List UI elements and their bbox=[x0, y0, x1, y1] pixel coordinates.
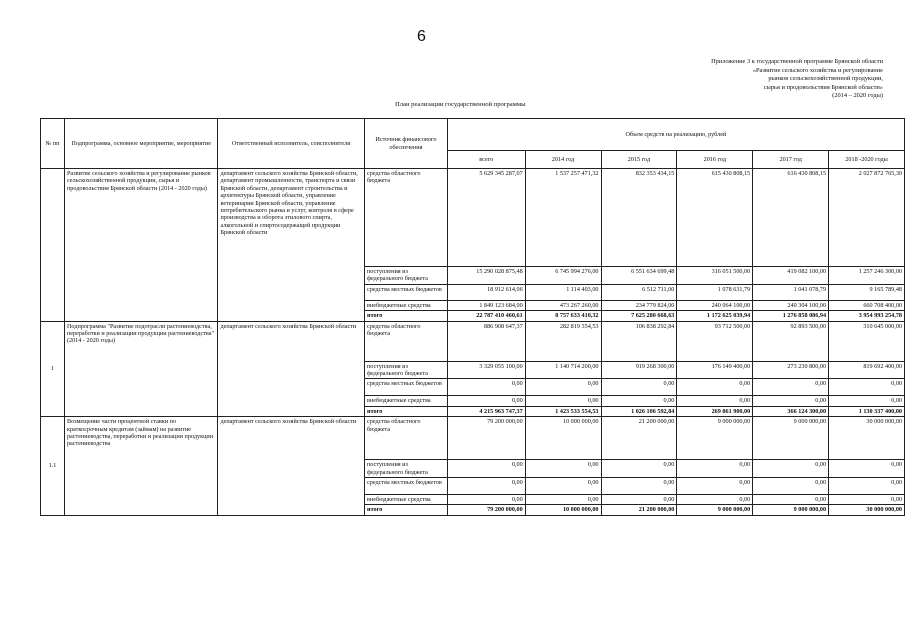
amount-cell: 0,00 bbox=[677, 478, 753, 495]
amount-cell: 3 954 993 254,78 bbox=[829, 311, 905, 321]
amount-cell: 0,00 bbox=[601, 478, 677, 495]
amount-cell: 15 290 028 875,48 bbox=[447, 267, 525, 285]
table-row bbox=[41, 169, 905, 267]
subprogram-name: Возмещение части процентной ставки по краткосрочным кредитам (займам) на развитие растениеводства, переработки и реализации продукции растениеводства bbox=[64, 417, 218, 516]
amount-cell: 92 893 500,00 bbox=[753, 321, 829, 361]
subprogram-name: Развитие сельского хозяйства и регулирование рынков сельскохозяйственной продукции, сырья и продовольствия Брянской области (2014 - 2020 годы) bbox=[64, 169, 218, 322]
amount-cell: 660 708 400,00 bbox=[829, 300, 905, 310]
amount-cell: 93 712 500,00 bbox=[677, 321, 753, 361]
appendix-line: (2014 – 2020 годы) bbox=[832, 92, 883, 100]
amount-cell: 1 257 246 300,00 bbox=[829, 267, 905, 285]
amount-cell: 1 537 257 471,32 bbox=[525, 169, 601, 267]
amount-cell: 0,00 bbox=[753, 379, 829, 396]
amount-cell: 316 051 500,00 bbox=[677, 267, 753, 285]
amount-cell: 0,00 bbox=[447, 396, 525, 406]
amount-cell: 1 041 078,79 bbox=[753, 284, 829, 300]
amount-cell: 10 000 000,00 bbox=[525, 417, 601, 460]
header-year: 2015 год bbox=[601, 151, 677, 169]
amount-cell: 4 215 963 747,37 bbox=[447, 406, 525, 416]
amount-cell: 819 692 400,00 bbox=[829, 361, 905, 379]
amount-cell: 832 353 434,15 bbox=[601, 169, 677, 267]
funding-source: средства местных бюджетов bbox=[365, 284, 448, 300]
table-row bbox=[41, 321, 905, 361]
amount-cell: 8 757 633 410,32 bbox=[525, 311, 601, 321]
row-number bbox=[41, 169, 65, 322]
amount-cell: 0,00 bbox=[447, 495, 525, 505]
funding-source: внебюджетные средства bbox=[365, 495, 448, 505]
amount-cell: 0,00 bbox=[829, 495, 905, 505]
amount-cell: 0,00 bbox=[753, 396, 829, 406]
amount-cell: 616 430 808,15 bbox=[753, 169, 829, 267]
amount-cell: 0,00 bbox=[601, 495, 677, 505]
amount-cell: 269 861 900,00 bbox=[677, 406, 753, 416]
amount-cell: 9 000 000,00 bbox=[677, 505, 753, 515]
responsible-executor: департамент сельского хозяйства Брянской области bbox=[218, 417, 365, 516]
amount-cell: 0,00 bbox=[677, 495, 753, 505]
amount-cell: 21 200 000,00 bbox=[601, 505, 677, 515]
header-year: 2018 -2020 годы bbox=[829, 151, 905, 169]
amount-cell: 7 625 280 668,63 bbox=[601, 311, 677, 321]
amount-cell: 473 267 260,00 bbox=[525, 300, 601, 310]
amount-cell: 0,00 bbox=[829, 460, 905, 478]
funding-source: средства областного бюджета bbox=[365, 417, 448, 460]
amount-cell: 6 512 711,00 bbox=[601, 284, 677, 300]
responsible-executor: департамент сельского хозяйства Брянской области, департамент промышленности, транспорта и связи Брянской области, департамент строительства и архитектуры Брянской области, управление ветеринарии Брянской области, управление потребительского рынка и услуг, контроля в сфере производства и оборота этилового спирта, алкогольной и спиртосодержащей продукции Брянской области bbox=[218, 169, 365, 322]
amount-cell: 0,00 bbox=[753, 478, 829, 495]
amount-cell: 0,00 bbox=[829, 396, 905, 406]
amount-cell: 234 779 824,00 bbox=[601, 300, 677, 310]
amount-cell: 1 172 625 039,94 bbox=[677, 311, 753, 321]
funding-source: итого bbox=[365, 311, 448, 321]
amount-cell: 1 849 123 684,00 bbox=[447, 300, 525, 310]
amount-cell: 3 329 055 100,00 bbox=[447, 361, 525, 379]
funding-source: внебюджетные средства bbox=[365, 300, 448, 310]
amount-cell: 0,00 bbox=[447, 460, 525, 478]
header-year: 2017 год bbox=[753, 151, 829, 169]
amount-cell: 9 165 789,48 bbox=[829, 284, 905, 300]
amount-cell: 0,00 bbox=[601, 460, 677, 478]
plan-title: План реализации государственной программы bbox=[395, 101, 526, 108]
appendix-line: «Развитие сельского хозяйства и регулирование bbox=[752, 66, 883, 74]
amount-cell: 5 629 345 287,07 bbox=[447, 169, 525, 267]
amount-cell: 0,00 bbox=[601, 396, 677, 406]
amount-cell: 0,00 bbox=[525, 396, 601, 406]
header-subprogram: Подпрограмма, основное мероприятие, мероприятие bbox=[64, 119, 218, 169]
plan-table-body bbox=[41, 169, 905, 516]
amount-cell: 0,00 bbox=[525, 478, 601, 495]
amount-cell: 176 149 400,00 bbox=[677, 361, 753, 379]
amount-cell: 106 838 292,84 bbox=[601, 321, 677, 361]
amount-cell: 1 026 106 592,84 bbox=[601, 406, 677, 416]
funding-source: поступления из федерального бюджета bbox=[365, 460, 448, 478]
funding-source: внебюджетные средства bbox=[365, 396, 448, 406]
amount-cell: 1 140 714 200,00 bbox=[525, 361, 601, 379]
amount-cell: 9 000 000,00 bbox=[753, 505, 829, 515]
row-number: 1 bbox=[41, 321, 65, 417]
amount-cell: 419 082 100,00 bbox=[753, 267, 829, 285]
appendix-note bbox=[643, 58, 883, 101]
funding-source: средства областного бюджета bbox=[365, 321, 448, 361]
header-year: 2016 год bbox=[677, 151, 753, 169]
amount-cell: 1 423 533 554,53 bbox=[525, 406, 601, 416]
amount-cell: 240 064 100,00 bbox=[677, 300, 753, 310]
funding-source: средства местных бюджетов bbox=[365, 478, 448, 495]
amount-cell: 30 000 000,00 bbox=[829, 417, 905, 460]
funding-source: поступления из федерального бюджета bbox=[365, 361, 448, 379]
amount-cell: 0,00 bbox=[525, 495, 601, 505]
amount-cell: 1 078 631,79 bbox=[677, 284, 753, 300]
amount-cell: 22 787 410 460,61 bbox=[447, 311, 525, 321]
amount-cell: 10 000 000,00 bbox=[525, 505, 601, 515]
amount-cell: 0,00 bbox=[829, 379, 905, 396]
amount-cell: 366 124 300,00 bbox=[753, 406, 829, 416]
amount-cell: 9 000 000,00 bbox=[753, 417, 829, 460]
amount-cell: 0,00 bbox=[447, 379, 525, 396]
amount-cell: 0,00 bbox=[677, 396, 753, 406]
amount-cell: 0,00 bbox=[525, 379, 601, 396]
amount-cell: 9 000 000,00 bbox=[677, 417, 753, 460]
amount-cell: 1 276 858 086,94 bbox=[753, 311, 829, 321]
amount-cell: 0,00 bbox=[829, 478, 905, 495]
header-responsible: Ответственный исполнитель, соисполнители bbox=[218, 119, 365, 169]
amount-cell: 0,00 bbox=[753, 460, 829, 478]
header-volume: Объем средств на реализацию, рублей bbox=[447, 119, 904, 151]
amount-cell: 240 304 100,00 bbox=[753, 300, 829, 310]
header-year: всего bbox=[447, 151, 525, 169]
appendix-line: рынков сельскохозяйственной продукции, bbox=[768, 75, 883, 83]
header-no: № пп bbox=[41, 119, 65, 169]
amount-cell: 79 200 000,00 bbox=[447, 505, 525, 515]
amount-cell: 273 230 800,00 bbox=[753, 361, 829, 379]
amount-cell: 21 200 000,00 bbox=[601, 417, 677, 460]
amount-cell: 2 027 872 765,30 bbox=[829, 169, 905, 267]
amount-cell: 0,00 bbox=[601, 379, 677, 396]
amount-cell: 0,00 bbox=[753, 495, 829, 505]
amount-cell: 0,00 bbox=[677, 379, 753, 396]
header-year: 2014 год bbox=[525, 151, 601, 169]
amount-cell: 6 551 634 699,48 bbox=[601, 267, 677, 285]
amount-cell: 919 268 300,00 bbox=[601, 361, 677, 379]
amount-cell: 1 114 403,00 bbox=[525, 284, 601, 300]
funding-source: средства местных бюджетов bbox=[365, 379, 448, 396]
funding-source: поступления из федерального бюджета bbox=[365, 267, 448, 285]
amount-cell: 0,00 bbox=[525, 460, 601, 478]
responsible-executor: департамент сельского хозяйства Брянской области bbox=[218, 321, 365, 417]
plan-table bbox=[40, 118, 905, 516]
table-row bbox=[41, 417, 905, 460]
amount-cell: 30 000 000,00 bbox=[829, 505, 905, 515]
amount-cell: 6 745 994 276,00 bbox=[525, 267, 601, 285]
funding-source: средства областного бюджета bbox=[365, 169, 448, 267]
header-source: Источник финансового обеспечения bbox=[365, 119, 448, 169]
amount-cell: 310 645 000,00 bbox=[829, 321, 905, 361]
appendix-line: сырья и продовольствия Брянской области» bbox=[763, 83, 883, 91]
page-number: 6 bbox=[417, 28, 426, 45]
amount-cell: 282 819 354,53 bbox=[525, 321, 601, 361]
funding-source: итого bbox=[365, 505, 448, 515]
funding-source: итого bbox=[365, 406, 448, 416]
amount-cell: 0,00 bbox=[677, 460, 753, 478]
amount-cell: 886 908 647,37 bbox=[447, 321, 525, 361]
amount-cell: 18 912 614,06 bbox=[447, 284, 525, 300]
row-number: 1.1 bbox=[41, 417, 65, 516]
amount-cell: 615 430 808,15 bbox=[677, 169, 753, 267]
amount-cell: 0,00 bbox=[447, 478, 525, 495]
amount-cell: 1 130 337 400,00 bbox=[829, 406, 905, 416]
subprogram-name: Подпрограмма "Развитие подотрасли растениеводства, переработки и реализации продукции растениеводства" (2014 - 2020 годы) bbox=[64, 321, 218, 417]
appendix-line: Приложение 3 к государственной программе Брянской области bbox=[711, 58, 883, 65]
amount-cell: 79 200 000,00 bbox=[447, 417, 525, 460]
